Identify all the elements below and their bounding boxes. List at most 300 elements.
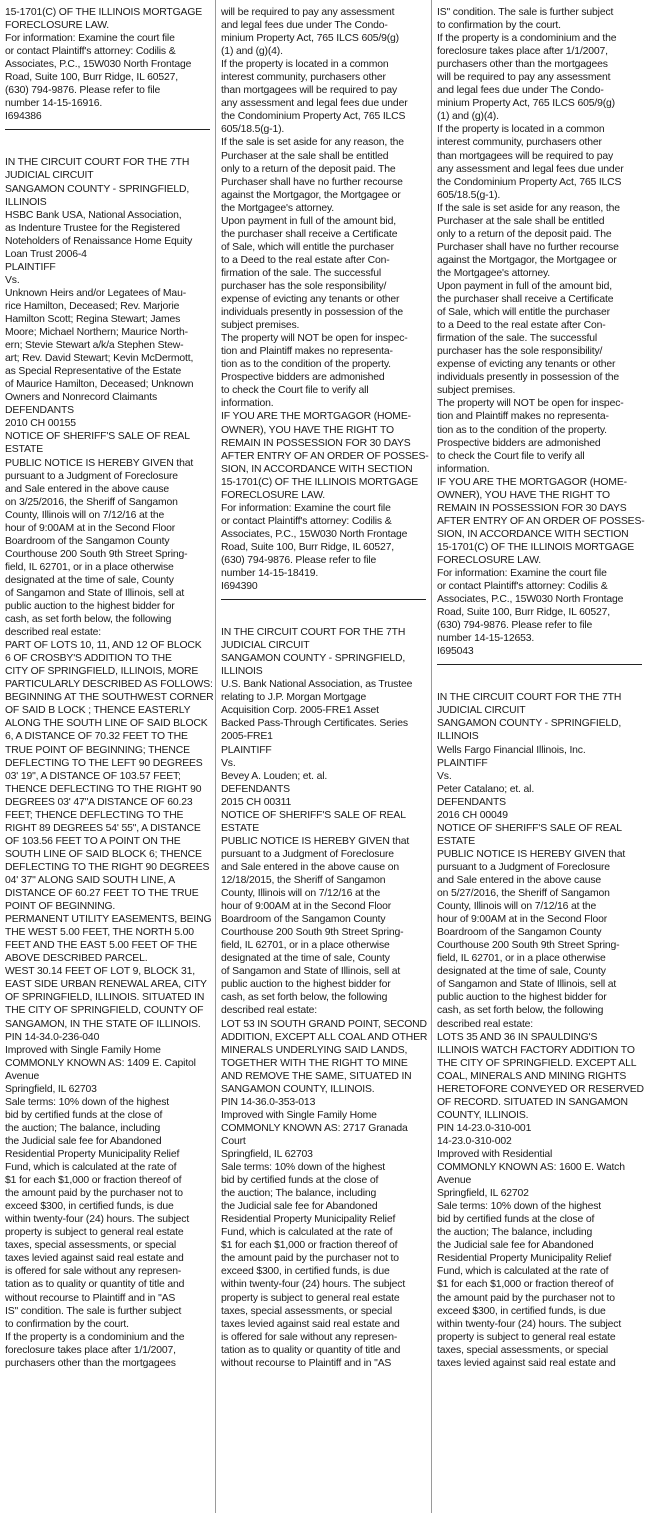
notice-text-line: or contact Plaintiff's attorney: Codilis & [437, 581, 608, 593]
notice-text-line: number 14-15-12653. [437, 633, 535, 645]
notice-text-line: tion as to the condition of the property. [221, 359, 391, 371]
notice-text-line: and Sale entered in the above cause [5, 483, 170, 495]
notice-text-line: (630) 794-9876. Please refer to file [5, 85, 161, 97]
notice-text-line: of Sale, which will entitle the purchaser [437, 307, 610, 319]
notice-text-line: FORECLOSURE LAW. [5, 20, 110, 32]
notice-text-line: For information: Examine the court file [221, 502, 391, 514]
notice-text-line: Residential Property Municipality Relief [437, 1253, 612, 1265]
notice-text-line: SANGAMON COUNTY - SPRINGFIELD, [221, 653, 406, 665]
notice-text-line: REMAIN IN POSSESSION FOR 30 DAYS [437, 502, 627, 514]
notice-text-line: art; Rev. David Stewart; Kevin McDermott, [5, 353, 194, 365]
notice-text-line: designated at the time of sale, County [221, 953, 390, 965]
notice-text-line: ESTATE [221, 822, 259, 834]
notice-text-line: taxes, special assessments, or special [437, 1344, 609, 1356]
notice-text-line: 15-1701(C) OF THE ILLINOIS MORTGAGE [221, 476, 419, 488]
notice-text-line: against the Mortgagor, the Mortgagee or [221, 189, 401, 201]
notice-text-line: of Sangamon and State of Illinois, sell at [437, 979, 617, 991]
notice-text-line: ILLINOIS [437, 731, 479, 743]
notice-text-line: Boardroom of the Sangamon County [221, 914, 386, 926]
notice-text-line: THE CITY OF SPRINGFIELD. EXCEPT ALL [437, 1057, 637, 1069]
notice-text-line: only to a return of the deposit paid. The [221, 163, 396, 175]
notice-text-line: IF YOU ARE THE MORTGAGOR (HOME- [437, 476, 627, 488]
notice-text-line: RIGHT 89 DEGREES 54' 55", A DISTANCE [5, 822, 201, 834]
notice-text-line: the amount paid by the purchaser not to [437, 1292, 615, 1304]
notice-text-line: public auction to the highest bidder for [221, 979, 391, 991]
notice-text-line: number 14-15-18419. [221, 568, 319, 580]
notice-text-line: number 14-15-16916. [5, 98, 103, 110]
notice-text-line: Boardroom of the Sangamon County [437, 927, 602, 939]
notice-text-line: to confirmation by the court. [437, 20, 561, 32]
notice-text-line: Improved with Single Family Home [221, 1109, 377, 1121]
notice-text-line: the Mortgagee's attorney. [221, 202, 334, 214]
notice-text-line: CITY OF SPRINGFIELD, ILLINOIS, MORE [5, 666, 199, 678]
notice-text-line: Avenue [5, 1070, 40, 1082]
notice-divider [5, 129, 210, 130]
notice-text-line: Vs. [5, 274, 20, 286]
notice-text-line: SANGAMON COUNTY, ILLINOIS. [221, 1083, 375, 1095]
notice-text-line: County, Illinois will on 7/12/16 at the [5, 509, 165, 521]
notice-text-line: the auction; The balance, including [221, 1188, 377, 1200]
notice-text-line: taxes levied against said real estate and [437, 1357, 616, 1369]
notice-text-line: Bevey A. Louden; et. al. [221, 770, 328, 782]
notice-text-line: minium Property Act, 765 ILCS 605/9(g) [221, 33, 399, 45]
notice-text-line: Sale terms: 10% down of the highest [221, 1162, 385, 1174]
notice-text-line: County, Illinois will on 7/12/16 at the [437, 901, 597, 913]
notice-text-line: Peter Catalano; et. al. [437, 783, 535, 795]
notice-text-line: ern; Stevie Stewart a/k/a Stephen Stew- [5, 340, 184, 352]
notice-text-line: AFTER ENTRY OF AN ORDER OF POSSES- [437, 515, 645, 527]
notice-text-line: PARTICULARLY DESCRIBED AS FOLLOWS: [5, 679, 213, 691]
notice-text-line: as Special Representative of the Estate [5, 366, 182, 378]
notice-text-line: SION, IN ACCORDANCE WITH SECTION [437, 528, 629, 540]
notice-text-line: DISTANCE OF 60.27 FEET TO THE TRUE [5, 888, 199, 900]
notice-text-line: PERMANENT UTILITY EASEMENTS, BEING [5, 914, 212, 926]
notice-text-line: 2016 CH 00049 [437, 809, 508, 821]
notice-text-line: Fund, which is calculated at the rate of [221, 1227, 393, 1239]
notice-text-line: purchasers other than the mortgagees [437, 59, 608, 71]
notice-text-line: OF RECORD. SITUATED IN SANGAMON [437, 1096, 628, 1108]
notice-text-line: to confirmation by the court. [5, 1318, 129, 1330]
notice-text-line: on 3/25/2016, the Sheriff of Sangamon [5, 496, 178, 508]
notice-text-line: bid by certified funds at the close of [437, 1214, 595, 1226]
notice-text-line: described real estate: [437, 1018, 534, 1030]
notice-text-line: 15-1701(C) OF THE ILLINOIS MORTGAGE [5, 7, 203, 18]
notice-text-line: County, Illinois will on 7/12/16 at the [221, 888, 381, 900]
notice-text-line: information. [437, 463, 490, 475]
notice-text-line: I694390 [221, 581, 258, 593]
notice-text-line: the Condominium Property Act, 765 ILCS [437, 176, 622, 188]
notice-text-line: Noteholders of Renaissance Home Equity [5, 235, 193, 247]
notice-text-line: AND REMOVE THE SAME, SITUATED IN [221, 1070, 412, 1082]
notice-text-line: and Sale entered in the above cause [437, 875, 602, 886]
notice-text-line: AFTER ENTRY OF AN ORDER OF POSSES- [221, 450, 429, 462]
notice-text-line: 2005-FRE1 [221, 731, 273, 743]
notice-column-1 [5, 6, 212, 1370]
notice-text-line: FORECLOSURE LAW. [221, 489, 326, 501]
notice-text-line: IN THE CIRCUIT COURT FOR THE 7TH [437, 692, 622, 704]
notice-text-line: Moore; Michael Northern; Maurice North- [5, 327, 188, 339]
notice-text-line: COUNTY, ILLINOIS. [437, 1109, 529, 1121]
notice-text-line: field, IL 62701, or in a place otherwise [221, 940, 390, 952]
notice-text-line: FEET AND THE EAST 5.00 FEET OF THE [5, 940, 197, 952]
notice-text-line: Unknown Heirs and/or Legatees of Mau- [5, 287, 187, 299]
notice-text-line: POINT OF BEGINNING. [5, 901, 116, 913]
notice-text-line: LOTS 35 AND 36 IN SPAULDING'S [437, 1031, 598, 1043]
notice-text-line: Residential Property Municipality Relief [221, 1214, 396, 1226]
notice-text-line: ADDITION, EXCEPT ALL COAL AND OTHER [221, 1031, 428, 1043]
notice-text-line: PIN 14-23.0-310-001 [437, 1122, 532, 1134]
notice-text-line: tation as to quality or quantity of title and [5, 1279, 185, 1291]
notice-text-line: foreclosure takes place after 1/1/2007, [5, 1344, 176, 1356]
notice-text-line: cash, as set forth below, the following [437, 1005, 604, 1017]
notice-text-line: JUDICIAL CIRCUIT [437, 705, 526, 717]
notice-text-line: U.S. Bank National Association, as Trustee [221, 679, 413, 691]
notice-text-line: relating to J.P. Morgan Mortgage [221, 692, 367, 704]
notice-text-line: THE WEST 5.00 FEET, THE NORTH 5.00 [5, 927, 194, 939]
notice-text-line: Backed Pass-Through Certificates. Series [221, 718, 408, 730]
notice-text-line: interest community, purchasers other [437, 137, 602, 149]
notice-text-line: to a Deed to the real estate after Con- [221, 254, 390, 266]
notice-text-line: as Indenture Trustee for the Registered [5, 222, 180, 234]
notice-text-line: BEGINNING AT THE SOUTHWEST CORNER [5, 692, 214, 704]
notice-text-line: described real estate: [221, 1005, 318, 1017]
notice-text-line: 6, A DISTANCE OF 70.32 FEET TO THE [5, 731, 188, 743]
notice-text-line: (630) 794-9876. Please refer to file [221, 554, 377, 566]
notice-text-line: (630) 794-9876. Please refer to file [437, 620, 593, 632]
notice-text-line: the Judicial sale fee for Abandoned [221, 1201, 378, 1213]
notice-text-line: taxes, special assessments, or special [221, 1305, 393, 1317]
notice-text-line: DEFENDANTS [221, 783, 290, 795]
notice-text-line: If the property is a condominium and the [437, 33, 617, 45]
notice-text-line: of Sangamon and State of Illinois, sell at [5, 587, 185, 599]
notice-text-line: 605/18.5(g-1). [437, 189, 501, 201]
notice-text-line: DEGREES 03' 47"A DISTANCE OF 60.23 [5, 796, 193, 808]
notice-text-line: If the property is located in a common [437, 124, 605, 136]
notice-text-line: Owners and Nonrecord Claimants [5, 392, 158, 404]
notice-text-line: IN THE CIRCUIT COURT FOR THE 7TH [221, 627, 406, 639]
notice-text-line: HERETOFORE CONVEYED OR RESERVED [437, 1083, 644, 1095]
notice-text-line: within twenty-four (24) hours. The subject [437, 1318, 622, 1330]
notice-text-line: field, IL 62701, or in a place otherwise [437, 953, 606, 965]
notice-text-line: ESTATE [437, 835, 475, 847]
notice-text-line: Springfield, IL 62702 [437, 1188, 529, 1200]
notice-text-line: and legal fees due under The Condo- [221, 20, 388, 32]
notice-text-line: Vs. [221, 757, 236, 769]
notice-text-line: If the property is a condominium and the [5, 1331, 185, 1343]
notice-text-line: IS" condition. The sale is further subject [437, 7, 614, 18]
notice-text-line: HSBC Bank USA, National Association, [5, 209, 182, 221]
notice-text-line: the Condominium Property Act, 765 ILCS [221, 111, 406, 123]
notice-text-line: purchaser has the sole responsibility/ [437, 346, 603, 358]
notice-text-line: taxes levied against said real estate and [5, 1253, 184, 1265]
notice-text-line: within twenty-four (24) hours. The subject [221, 1279, 406, 1291]
notice-text-line: minium Property Act, 765 ILCS 605/9(g) [437, 98, 615, 110]
notice-text-line: I694386 [5, 111, 42, 123]
notice-text-line: Vs. [437, 770, 452, 782]
notice-text-line: Prospective bidders are admonished [221, 372, 385, 384]
notice-text-line: LOT 53 IN SOUTH GRAND POINT, SECOND [221, 1018, 427, 1030]
notice-text-line: SANGAMON, IN THE STATE OF ILLINOIS. [5, 1018, 201, 1030]
notice-text-line: than mortgagees will be required to pay [437, 150, 614, 162]
notice-text-line: Wells Fargo Financial Illinois, Inc. [437, 744, 586, 756]
notice-text-line: taxes, special assessments, or special [5, 1240, 177, 1252]
notice-text-line: Hamilton Scott; Regina Stewart; James [5, 313, 181, 325]
notice-text-line: Upon payment in full of the amount bid, [437, 280, 612, 292]
notice-text-line: Road, Suite 100, Burr Ridge, IL 60527, [5, 72, 178, 84]
notice-text-line: 2010 CH 00155 [5, 418, 76, 430]
notice-text-line: and legal fees due under The Condo- [437, 85, 604, 97]
notice-text-line: will be required to pay any assessment [437, 72, 611, 84]
notice-text-line: or contact Plaintiff's attorney: Codilis & [221, 515, 392, 527]
notice-text-line: IN THE CIRCUIT COURT FOR THE 7TH [5, 157, 190, 169]
notice-text-line: DEFLECTING TO THE RIGHT 90 DEGREES [5, 861, 210, 873]
notice-text-line: bid by certified funds at the close of [221, 1175, 379, 1187]
notice-text-line: PLAINTIFF [5, 261, 56, 273]
notice-text-line: Purchaser shall have no further recourse [221, 176, 403, 188]
notice-text-line: hour of 9:00AM at in the Second Floor [221, 901, 392, 913]
notice-text-line: PUBLIC NOTICE IS HEREBY GIVEN that [221, 835, 410, 847]
notice-text-line: of Maurice Hamilton, Deceased; Unknown [5, 379, 194, 391]
notice-text-line: PUBLIC NOTICE IS HEREBY GIVEN that [437, 848, 626, 860]
notice-text-line: than mortgagees will be required to pay [221, 85, 398, 97]
notice-text-line: Road, Suite 100, Burr Ridge, IL 60527, [221, 541, 394, 553]
notice-text-line: cash, as set forth below, the following [221, 992, 388, 1004]
notice-text-line: Acquisition Corp. 2005-FRE1 Asset [221, 705, 379, 717]
notice-text-line: SANGAMON COUNTY - SPRINGFIELD, [5, 183, 190, 195]
notice-text-line: JUDICIAL CIRCUIT [221, 640, 310, 652]
notice-text-line: the amount paid by the purchaser not to [221, 1253, 399, 1265]
notice-text-line: firmation of the sale. The successful [221, 267, 382, 279]
notice-text-line: Associates, P.C., 15W030 North Frontage [221, 528, 408, 540]
notice-text-line: NOTICE OF SHERIFF'S SALE OF REAL [5, 431, 190, 443]
notice-text-line: The property will NOT be open for inspec- [221, 333, 408, 345]
notice-text-line: the Judicial sale fee for Abandoned [5, 1135, 162, 1147]
notice-text-line: within twenty-four (24) hours. The subject [5, 1214, 190, 1226]
notice-text-line: PIN 14-36.0-353-013 [221, 1096, 316, 1108]
notice-text-line: subject premises. [437, 385, 516, 397]
notice-text-line: firmation of the sale. The successful [437, 333, 598, 345]
notice-text-line: OF SAID B LOCK ; THENCE EASTERLY [5, 705, 191, 717]
notice-text-line: Boardroom of the Sangamon County [5, 535, 170, 547]
notice-text-line: Improved with Residential [437, 1148, 553, 1160]
notice-text-line: Courthouse 200 South 9th Street Spring- [5, 548, 188, 560]
notice-text-line: COMMONLY KNOWN AS: 1409 E. Capitol [5, 1057, 196, 1069]
notice-text-line: Upon payment in full of the amount bid, [221, 215, 396, 227]
notice-text-line: For information: Examine the court file [437, 568, 607, 580]
notice-text-line: (1) and (g)(4). [437, 111, 499, 123]
notice-text-line: Sale terms: 10% down of the highest [437, 1201, 601, 1213]
notice-text-line: pursuant to a Judgment of Foreclosure [437, 861, 610, 873]
notice-text-line: $1 for each $1,000 or fraction thereof of [437, 1279, 614, 1291]
notice-text-line: PLAINTIFF [437, 757, 488, 769]
notice-text-line: ESTATE [5, 444, 43, 456]
notice-text-line: rice Hamilton, Deceased; Rev. Marjorie [5, 300, 180, 312]
notice-text-line: PUBLIC NOTICE IS HEREBY GIVEN that [5, 457, 194, 469]
notice-text-line: is offered for sale without any represen- [5, 1266, 182, 1278]
notice-text-line: individuals presently in possession of the [437, 372, 619, 384]
notice-text-line: on 5/27/2016, the Sheriff of Sangamon [437, 888, 610, 900]
notice-text-line: OWNER), YOU HAVE THE RIGHT TO [221, 424, 394, 436]
notice-text-line: Springfield, IL 62703 [5, 1083, 97, 1095]
notice-text-line: Associates, P.C., 15W030 North Frontage [437, 594, 624, 606]
notice-text-line: ILLINOIS WATCH FACTORY ADDITION TO [437, 1044, 635, 1056]
column-rule [431, 0, 432, 1513]
notice-text-line: property is subject to general real estate [5, 1227, 184, 1239]
notice-text-line: COMMONLY KNOWN AS: 1600 E. Watch [437, 1162, 625, 1174]
notice-text-line: designated at the time of sale, County [437, 966, 606, 978]
notice-text-line: Loan Trust 2006-4 [5, 248, 87, 260]
notice-text-line: to a Deed to the real estate after Con- [437, 320, 606, 332]
notice-text-line: 605/18.5(g-1). [221, 124, 285, 136]
notice-text-line: any assessment and legal fees due under [221, 98, 408, 110]
notice-text-line: OF SPRINGFIELD, ILLINOIS. SITUATED IN [5, 992, 205, 1004]
notice-text-line: SION, IN ACCORDANCE WITH SECTION [221, 463, 413, 475]
notice-text-line: will be required to pay any assessment [221, 7, 395, 18]
notice-divider [437, 664, 642, 665]
notice-text-line: I695043 [437, 646, 474, 658]
notice-text-line: For information: Examine the court file [5, 33, 175, 45]
notice-text-line: public auction to the highest bidder for [437, 992, 607, 1004]
notice-text-line: If the property is located in a common [221, 59, 389, 71]
notice-text-line: THE CITY OF SPRINGFIELD, COUNTY OF [5, 1005, 204, 1017]
notice-text-line: PART OF LOTS 10, 11, AND 12 OF BLOCK [5, 640, 202, 652]
notice-text-line: Avenue [437, 1175, 472, 1187]
notice-text-line: 15-1701(C) OF THE ILLINOIS MORTGAGE [437, 541, 635, 553]
notice-text-line: purchaser has the sole responsibility/ [221, 280, 387, 292]
notice-text-line: (1) and (g)(4). [221, 46, 283, 58]
notice-text-line: of Sangamon and State of Illinois, sell at [221, 966, 401, 978]
notice-text-line: property is subject to general real estate [221, 1292, 400, 1304]
notice-text-line: to check the Court file to verify all [437, 450, 585, 462]
notice-text-line: subject premises. [221, 320, 300, 332]
notice-text-line: the auction; The balance, including [437, 1227, 593, 1239]
notice-text-line: the Judicial sale fee for Abandoned [437, 1240, 594, 1252]
notice-column-2 [221, 6, 428, 1370]
notice-column-3 [437, 6, 644, 1370]
notice-text-line: EAST SIDE URBAN RENEWAL AREA, CITY [5, 979, 207, 991]
notice-text-line: If the sale is set aside for any reason, the [437, 202, 620, 214]
column-rule [215, 0, 216, 1513]
notice-text-line: IS" condition. The sale is further subject [5, 1305, 182, 1317]
notice-text-line: The property will NOT be open for inspec- [437, 398, 624, 410]
notice-text-line: If the sale is set aside for any reason, the [221, 137, 404, 149]
notice-text-line: the purchaser shall receive a Certificate [437, 294, 614, 306]
notice-text-line: tion and Plaintiff makes no representa- [221, 346, 393, 358]
notice-text-line: exceed $300, in certified funds, is due [437, 1305, 606, 1317]
notice-text-line: SANGAMON COUNTY - SPRINGFIELD, [437, 718, 622, 730]
notice-text-line: 03' 19", A DISTANCE OF 103.57 FEET; [5, 770, 181, 782]
notice-text-line: DEFENDANTS [437, 796, 506, 808]
notice-text-line: ALONG THE SOUTH LINE OF SAID BLOCK [5, 718, 208, 730]
notice-text-line: Road, Suite 100, Burr Ridge, IL 60527, [437, 607, 610, 619]
notice-text-line: public auction to the highest bidder for [5, 601, 175, 613]
notice-text-line: 12/18/2015, the Sheriff of Sangamon [221, 875, 386, 886]
notice-text-line: to check the Court file to verify all [221, 385, 369, 397]
notice-text-line: Court [221, 1135, 246, 1147]
notice-text-line: any assessment and legal fees due under [437, 163, 624, 175]
notice-text-line: NOTICE OF SHERIFF'S SALE OF REAL [221, 809, 406, 821]
notice-text-line: tion as to the condition of the property. [437, 424, 607, 436]
notice-text-line: tion and Plaintiff makes no representa- [437, 411, 609, 423]
notice-text-line: exceed $300, in certified funds, is due [221, 1266, 390, 1278]
notice-text-line: Courthouse 200 South 9th Street Spring- [221, 927, 404, 939]
notice-text-line: Improved with Single Family Home [5, 1044, 161, 1056]
notice-text-line: $1 for each $1,000 or fraction thereof of [5, 1175, 182, 1187]
notice-text-line: FEET; THENCE DEFLECTING TO THE [5, 809, 184, 821]
notice-text-line: SOUTH LINE OF SAID BLOCK 6; THENCE [5, 848, 202, 860]
notice-text-line: Associates, P.C., 15W030 North Frontage [5, 59, 192, 71]
notice-text-line: exceed $300, in certified funds, is due [5, 1201, 174, 1213]
notice-text-line: interest community, purchasers other [221, 72, 386, 84]
notice-text-line: cash, as set forth below, the following [5, 614, 172, 626]
notice-text-line: TRUE POINT OF BEGINNING; THENCE [5, 744, 190, 756]
notice-text-line: bid by certified funds at the close of [5, 1109, 163, 1121]
notice-text-line: the auction; The balance, including [5, 1122, 161, 1134]
notice-text-line: the amount paid by the purchaser not to [5, 1188, 183, 1200]
notice-text-line: pursuant to a Judgment of Foreclosure [5, 470, 178, 482]
notice-text-line: MINERALS UNDERLYING SAID LANDS, [221, 1044, 408, 1056]
notice-text-line: PLAINTIFF [221, 744, 272, 756]
notice-text-line: Prospective bidders are admonished [437, 437, 601, 449]
notice-text-line: IF YOU ARE THE MORTGAGOR (HOME- [221, 411, 411, 423]
notice-text-line: or contact Plaintiff's attorney: Codilis & [5, 46, 176, 58]
notice-text-line: COMMONLY KNOWN AS: 2717 Granada [221, 1122, 408, 1134]
notice-text-line: PIN 14-34.0-236-040 [5, 1031, 100, 1043]
notice-text-line: designated at the time of sale, County [5, 574, 174, 586]
notice-text-line: JUDICIAL CIRCUIT [5, 170, 94, 182]
notice-text-line: DEFLECTING TO THE LEFT 90 DEGREES [5, 757, 203, 769]
notice-text-line: ILLINOIS [221, 666, 263, 678]
notice-text-line: ILLINOIS [5, 196, 47, 208]
notice-text-line: taxes levied against said real estate and [221, 1318, 400, 1330]
notice-text-line: COAL, MINERALS AND MINING RIGHTS [437, 1070, 627, 1082]
notice-divider [221, 599, 426, 600]
notice-text-line: field, IL 62701, or in a place otherwise [5, 561, 174, 573]
notice-text-line: $1 for each $1,000 or fraction thereof of [221, 1240, 398, 1252]
notice-text-line: described real estate: [5, 627, 102, 639]
notice-text-line: FORECLOSURE LAW. [437, 554, 542, 566]
notice-text-line: REMAIN IN POSSESSION FOR 30 DAYS [221, 437, 411, 449]
notice-text-line: Purchaser shall have no further recourse [437, 241, 619, 253]
notice-text-line: without recourse to Plaintiff and in "AS [221, 1357, 392, 1369]
notice-text-line: hour of 9:00AM at in the Second Floor [437, 914, 608, 926]
notice-text-line: individuals presently in possession of the [221, 307, 403, 319]
notice-text-line: property is subject to general real estate [437, 1331, 616, 1343]
notice-text-line: NOTICE OF SHERIFF'S SALE OF REAL [437, 822, 622, 834]
notice-text-line: only to a return of the deposit paid. The [437, 228, 612, 240]
notice-text-line: Springfield, IL 62703 [221, 1148, 313, 1160]
notice-text-line: Fund, which is calculated at the rate of [437, 1266, 609, 1278]
notice-text-line: without recourse to Plaintiff and in "AS [5, 1292, 176, 1304]
notice-text-line: DEFENDANTS [5, 405, 74, 417]
notice-text-line: OWNER), YOU HAVE THE RIGHT TO [437, 489, 610, 501]
notice-text-line: THENCE DEFLECTING TO THE RIGHT 90 [5, 783, 202, 795]
notice-text-line: the Mortgagee's attorney. [437, 267, 550, 279]
notice-text-line: expense of evicting any tenants or other [221, 294, 400, 306]
notice-text-line: hour of 9:00AM at in the Second Floor [5, 522, 176, 534]
notice-text-line: expense of evicting any tenants or other [437, 359, 616, 371]
notice-text-line: of Sale, which will entitle the purchaser [221, 241, 394, 253]
notice-text-line: TOGETHER WITH THE RIGHT TO MINE [221, 1057, 408, 1069]
notice-text-line: foreclosure takes place after 1/1/2007, [437, 46, 608, 58]
notice-text-line: Residential Property Municipality Relief [5, 1148, 180, 1160]
notice-text-line: ABOVE DESCRIBED PARCEL. [5, 953, 148, 965]
notice-text-line: Courthouse 200 South 9th Street Spring- [437, 940, 620, 952]
notice-text-line: tation as to quality or quantity of title and [221, 1344, 401, 1356]
notice-text-line: pursuant to a Judgment of Foreclosure [221, 848, 394, 860]
notice-text-line: 2015 CH 00311 [221, 796, 292, 808]
notice-text-line: against the Mortgagor, the Mortgagee or [437, 254, 617, 266]
